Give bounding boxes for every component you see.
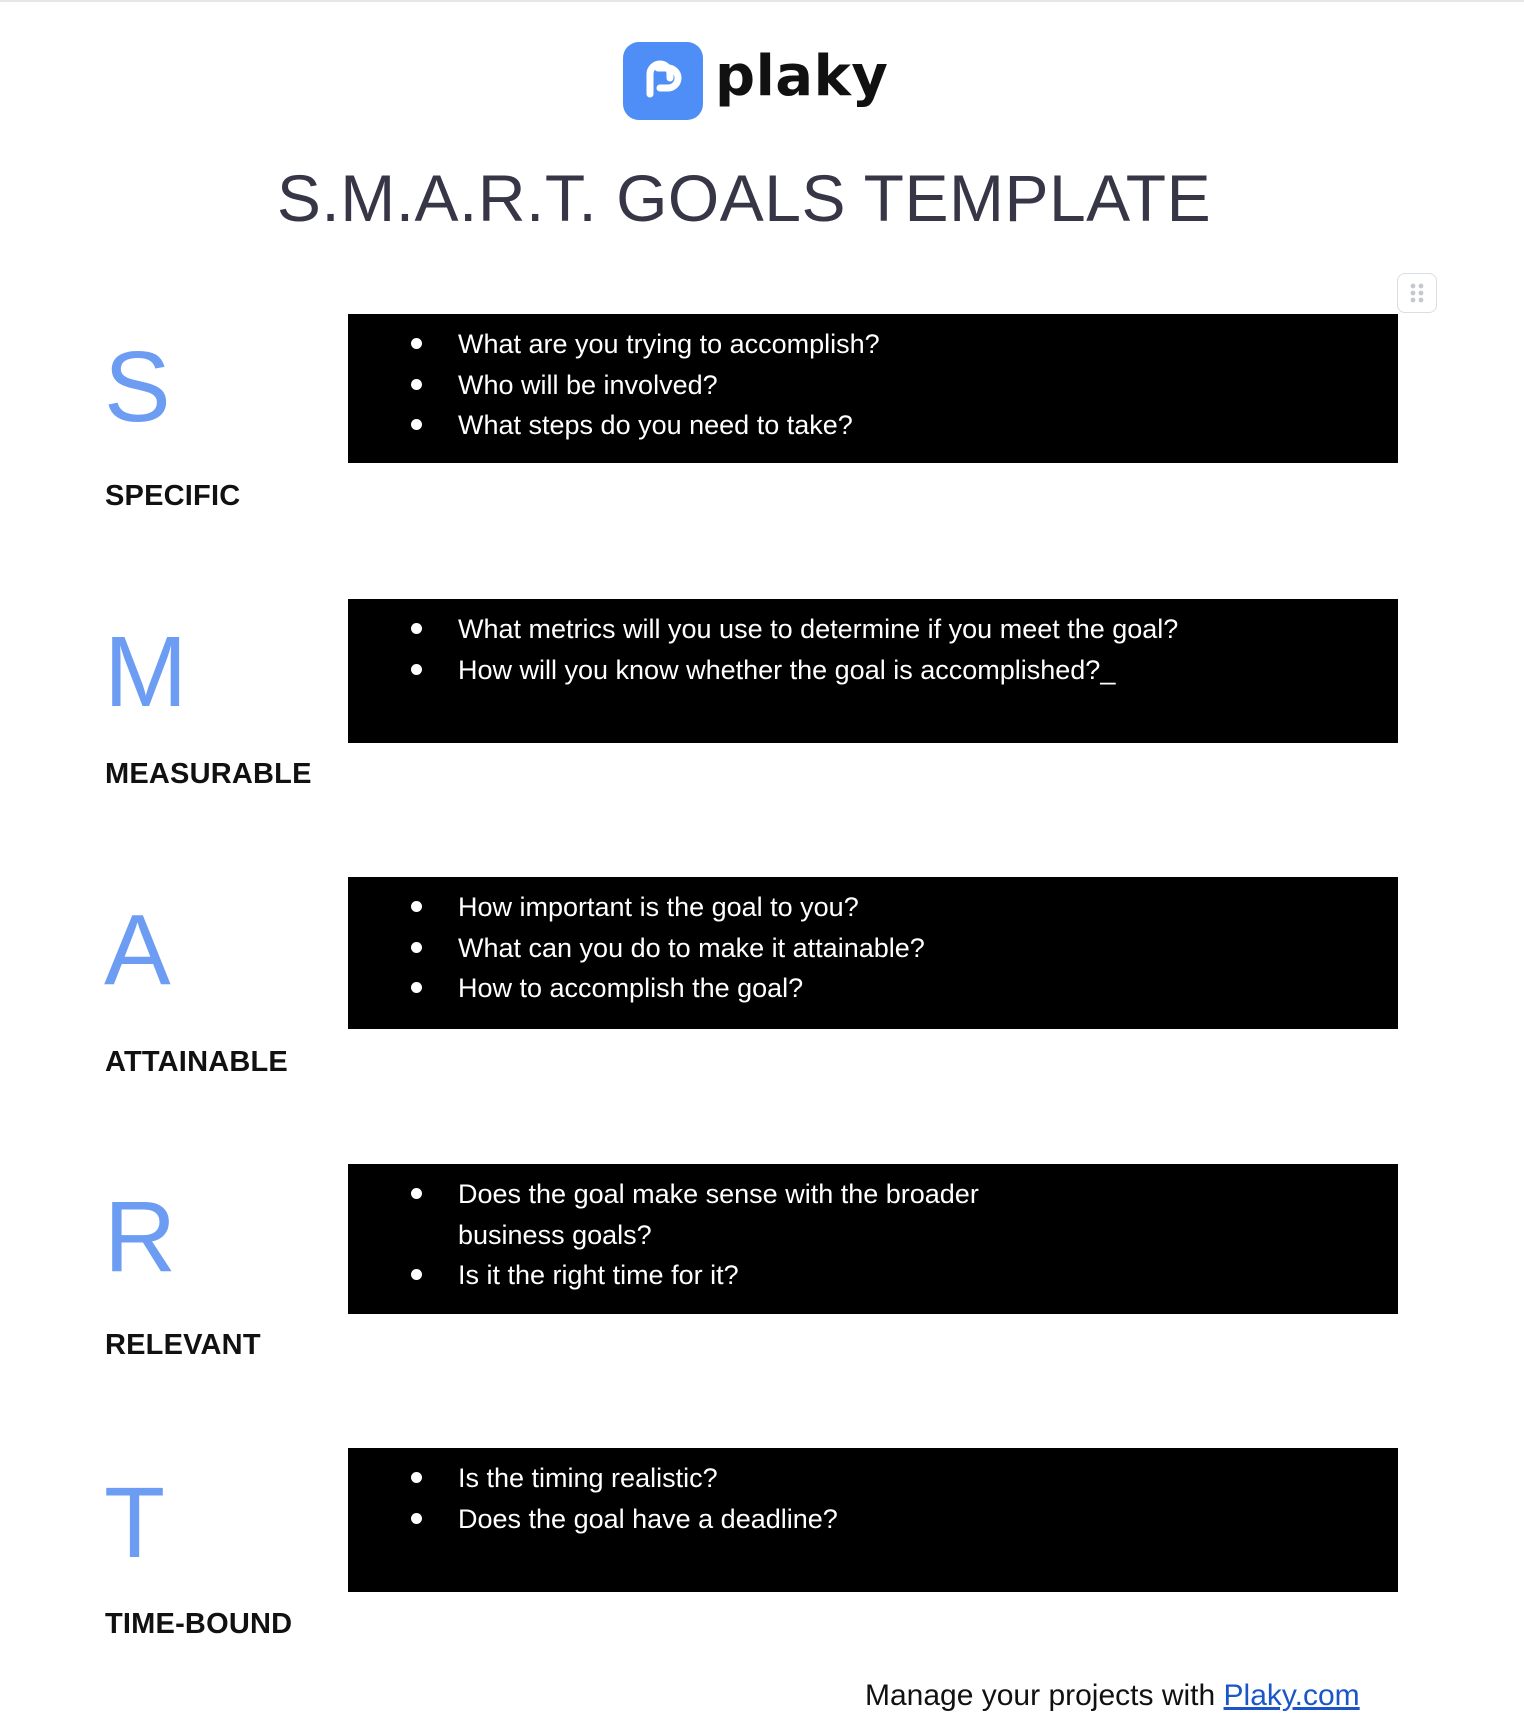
- questions-list: [348, 609, 1398, 690]
- bullet-icon: [411, 942, 422, 953]
- drag-dots-icon: [1408, 281, 1426, 305]
- questions-list: [348, 1174, 1018, 1296]
- question-text: What steps do you need to take?: [458, 410, 853, 440]
- section-letter: S: [104, 331, 171, 443]
- question-item: [348, 1458, 1398, 1499]
- questions-box[interactable]: [348, 314, 1398, 463]
- footer: [865, 1676, 1360, 1716]
- bullet-icon: [411, 623, 422, 634]
- question-text: What can you do to make it attainable?: [458, 932, 925, 963]
- question-item: [348, 650, 1398, 691]
- section-word: ATTAINABLE: [105, 1046, 288, 1078]
- footer-text: Manage your projects with: [865, 1679, 1224, 1712]
- questions-box[interactable]: [348, 877, 1398, 1029]
- question-text: Is it the right time for it?: [458, 1260, 739, 1290]
- section-letter: T: [104, 1467, 166, 1579]
- question-item: [348, 1255, 1018, 1296]
- question-item: [348, 324, 1398, 365]
- bullet-icon: [411, 1269, 422, 1280]
- questions-list: [348, 887, 1398, 1009]
- drag-handle[interactable]: [1397, 273, 1437, 313]
- section-word: RELEVANT: [105, 1329, 261, 1361]
- plaky-wordmark: plaky: [715, 44, 889, 109]
- section-word: TIME-BOUND: [105, 1608, 293, 1640]
- question-text: How important is the goal to you?: [458, 892, 859, 922]
- question-item: [348, 887, 1398, 928]
- section-letter: M: [104, 616, 188, 728]
- questions-box[interactable]: [348, 1164, 1398, 1314]
- question-text: What metrics will you use to determine if you meet the goal?: [458, 614, 1179, 644]
- question-item: [348, 968, 1398, 1009]
- question-item: [348, 405, 1398, 446]
- question-item: [348, 928, 1398, 969]
- plaky-link[interactable]: Plaky.com: [1223, 1679, 1360, 1712]
- section-word: SPECIFIC: [105, 480, 241, 512]
- section-word: MEASURABLE: [105, 758, 312, 790]
- question-text: Who will be involved?: [458, 369, 718, 400]
- question-text: How to accomplish the goal?: [458, 973, 804, 1003]
- question-item: [348, 365, 1398, 406]
- question-item: [348, 609, 1398, 650]
- plaky-logo: [623, 41, 888, 121]
- bullet-icon: [411, 901, 422, 912]
- page-title: S.M.A.R.T. GOALS TEMPLATE: [276, 161, 1212, 235]
- question-text: How will you know whether the goal is accomplished?_: [458, 654, 1116, 685]
- bullet-icon: [411, 664, 422, 675]
- section-letter: A: [104, 894, 171, 1006]
- bullet-icon: [411, 379, 422, 390]
- top-divider: [0, 0, 1524, 2]
- bullet-icon: [411, 338, 422, 349]
- questions-list: [348, 324, 1398, 446]
- question-text: Does the goal have a deadline?: [458, 1503, 838, 1534]
- question-text: Is the timing realistic?: [458, 1463, 718, 1493]
- question-item: [348, 1174, 1018, 1255]
- question-text: What are you trying to accomplish?: [458, 329, 880, 359]
- bullet-icon: [411, 1188, 422, 1199]
- bullet-icon: [411, 1472, 422, 1483]
- questions-box[interactable]: [348, 1448, 1398, 1592]
- question-text: Does the goal make sense with the broader business goals?: [458, 1179, 979, 1250]
- bullet-icon: [411, 982, 422, 993]
- bullet-icon: [411, 1513, 422, 1524]
- section-letter: R: [104, 1181, 177, 1293]
- plaky-logo-icon: [623, 42, 703, 120]
- questions-box[interactable]: [348, 599, 1398, 743]
- question-item: [348, 1499, 1398, 1540]
- questions-list: [348, 1458, 1398, 1539]
- bullet-icon: [411, 419, 422, 430]
